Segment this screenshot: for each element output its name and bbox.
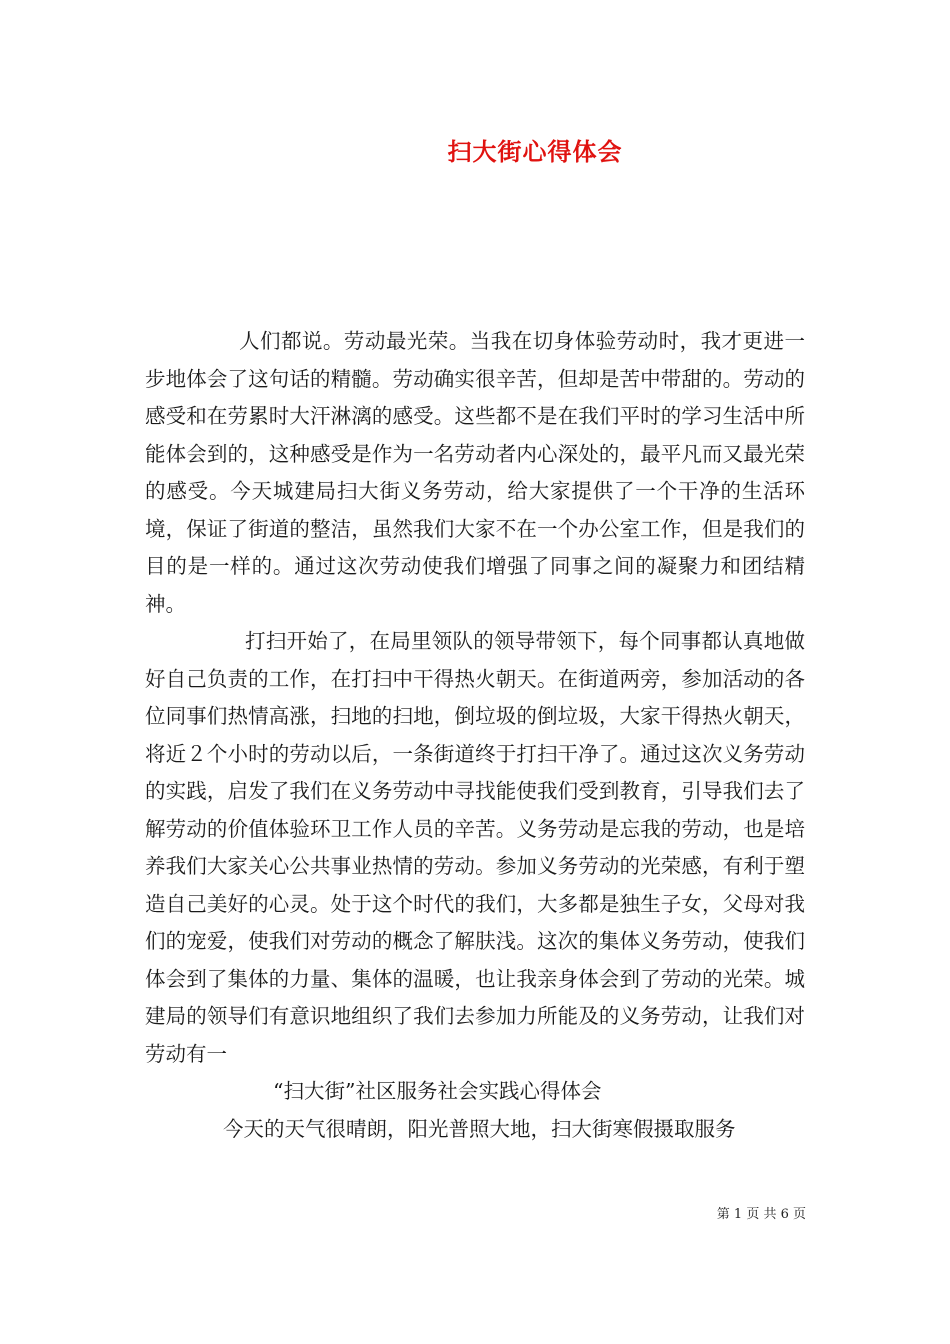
document-body <box>145 323 805 1148</box>
paragraph-2: 打扫开始了，在局里领队的领导带领下，每个同事都认真地做好自己负责的工作，在打扫中干得热火朝天。在街道两旁，参加活动的各位同事们热情高涨，扫地的扫地，倒垃圾的倒垃圾，大家干得热火朝天，将近２个小时的劳动以后，一条街道终于打扫干净了。通过这次义务劳动的实践，启发了我们在义务劳动中寻找能使我们受到教育，引导我们去了解劳动的价值体验环卫工作人员的辛苦。义务劳动是忘我的劳动，也是培养我们大家关心公共事业热情的劳动。参加义务劳动的光荣感，有利于塑造自己美好的心灵。处于这个时代的我们，大多都是独生子女，父母对我们的宠爱，使我们对劳动的概念了解肤浅。这次的集体义务劳动，使我们体会到了集体的力量、集体的温暖，也让我亲身体会到了劳动的光荣。城建局的领导们有意识地组织了我们去参加力所能及的义务劳动，让我们对劳动有一 <box>145 629 805 1066</box>
paragraph-3: 今天的天气很晴朗，阳光普照大地，扫大街寒假摄取服务 <box>223 1116 736 1141</box>
page-number-footer: 第 1 页 共 6 页 <box>716 1207 806 1222</box>
document-title: 扫大街心得体会 <box>447 137 623 166</box>
paragraph-1: 人们都说。劳动最光荣。当我在切身体验劳动时，我才更进一步地体会了这句话的精髓。劳动确实很辛苦，但却是苦中带甜的。劳动的感受和在劳累时大汗淋漓的感受。这些都不是在我们平时的学习生活中所能体会到的，这种感受是作为一名劳动者内心深处的，最平凡而又最光荣的感受。今天城建局扫大街义务劳动，给大家提供了一个干净的生活环境，保证了街道的整洁，虽然我们大家不在一个办公室工作，但是我们的目的是一样的。通过这次劳动使我们增强了同事之间的凝聚力和团结精神。 <box>145 329 805 616</box>
section-subheading: “扫大街”社区服务社会实践心得体会 <box>273 1079 602 1103</box>
